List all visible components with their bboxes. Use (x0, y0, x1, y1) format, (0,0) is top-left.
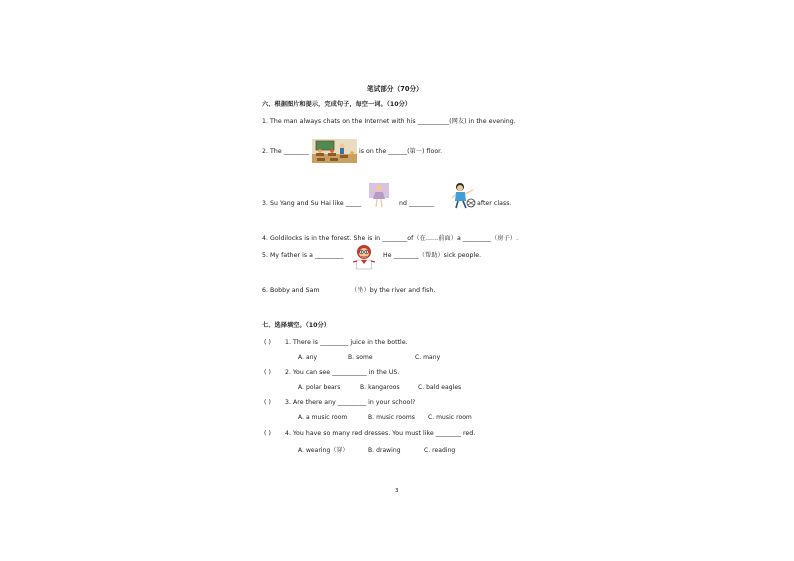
section-6-heading: 六、根据图片和提示，完成句子，每空一词。（10分） (262, 101, 412, 108)
answer-paren-1: ( ) (264, 339, 271, 346)
page-title: 笔试部分（70分） (367, 85, 423, 93)
boy-playing-picture (451, 181, 477, 209)
question-6-3-part-b: nd ________ (399, 200, 435, 207)
question-6-6-part-b: （坐）by the river and fish. (351, 287, 436, 294)
option-7-3-c: C. music room (428, 414, 472, 421)
option-7-2-a: A. polar bears (298, 384, 341, 391)
question-7-4: 4. You have so many red dresses. You must like ________ red. (285, 430, 476, 437)
option-7-3-a: A. a music room (298, 414, 348, 421)
page-number: 3 (395, 488, 399, 494)
answer-paren-4: ( ) (264, 430, 271, 437)
question-7-2: 2. You can see ___________ in the US. (285, 369, 400, 376)
question-6-3-part-a: 3. Su Yang and Su Hai like _____ (262, 200, 362, 207)
dancing-girl-picture (369, 183, 389, 209)
question-6-1: 1. The man always chats on the Internet with his __________(网友) in the evening. (262, 118, 516, 125)
question-6-5-part-b: He ________（帮助）sick people. (383, 252, 482, 259)
section-7-heading: 七、选择填空。（10分） (262, 322, 330, 329)
question-7-1: 1. There is _________ juice in the bottle. (285, 339, 408, 346)
option-7-1-b: B. some (348, 354, 373, 361)
question-6-6-part-a: 6. Bobby and Sam (262, 287, 320, 294)
option-7-3-b: B. music rooms (368, 414, 415, 421)
answer-paren-2: ( ) (264, 369, 271, 376)
doctor-picture (352, 244, 376, 270)
option-7-1-a: A. any (298, 354, 318, 361)
question-6-5-part-a: 5. My father is a _________ (262, 252, 344, 259)
classroom-picture (312, 139, 357, 163)
answer-paren-3: ( ) (264, 399, 271, 406)
option-7-4-b: B. drawing (368, 447, 401, 454)
question-6-4: 4. Goldilocks is in the forest. She is in ________of（在……前面）a _________（房子）. (262, 235, 519, 242)
option-7-4-c: C. reading (424, 447, 456, 454)
option-7-1-c: C. many (415, 354, 441, 361)
question-6-3-part-c: after class. (477, 200, 512, 207)
question-6-2-part-a: 2. The ________ (262, 148, 309, 155)
option-7-4-a: A. wearing（穿） (298, 447, 349, 454)
question-6-2-part-b: is on the ______(第一) floor. (359, 148, 443, 155)
option-7-2-b: B. kangaroos (360, 384, 400, 391)
question-7-3: 3. Are there any _________ in your school? (285, 399, 416, 406)
option-7-2-c: C. bald eagles (418, 384, 462, 391)
